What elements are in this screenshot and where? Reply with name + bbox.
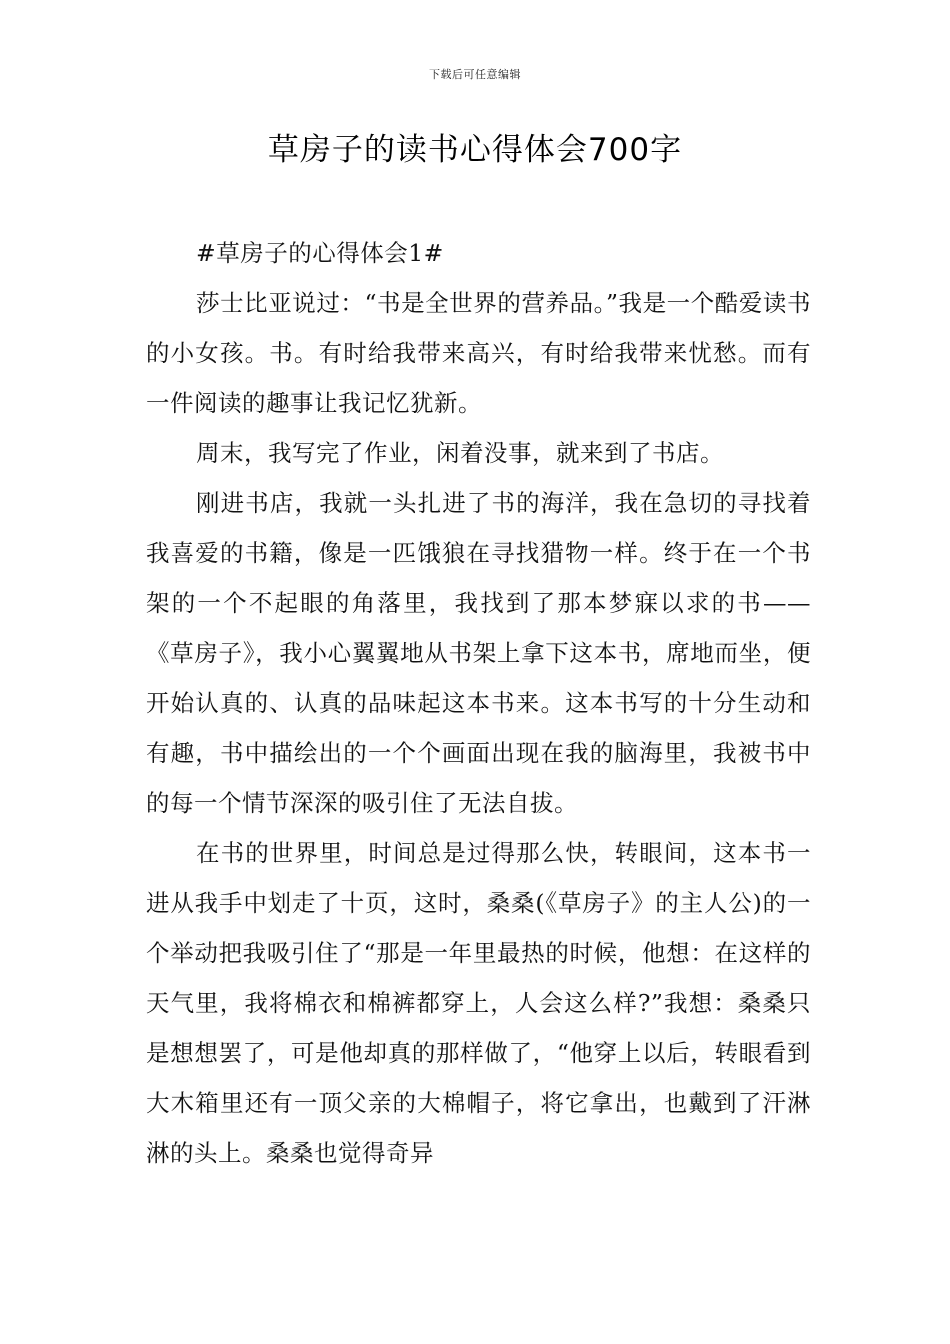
document-body [146, 228, 811, 1178]
header-note: 下载后可任意编辑 [429, 68, 521, 81]
paragraph: 在书的世界里，时间总是过得那么快，转眼间，这本书一进从我手中划走了十页，这时，桑桑(《草房子》的主人公)的一个举动把我吸引住了“那是一年里最热的时候，他想：在这样的天气里，我将棉衣和棉裤都穿上，人会这么样?”我想：桑桑只是想想罢了，可是他却真的那样做了，“他穿上以后，转眼看到大木箱里还有一顶父亲的大棉帽子，将它拿出，也戴到了汗淋淋的头上。桑桑也觉得奇异 [146, 839, 811, 1167]
paragraph: 刚进书店，我就一头扎进了书的海洋，我在急切的寻找着我喜爱的书籍，像是一匹饿狼在寻找猎物一样。终于在一个书架的一个不起眼的角落里，我找到了那本梦寐以求的书——《草房子》，我小心翼翼地从书架上拿下这本书，席地而坐，便开始认真的、认真的品味起这本书来。这本书写的十分生动和有趣，书中描绘出的一个个画面出现在我的脑海里，我被书中的每一个情节深深的吸引住了无法自拔。 [146, 489, 811, 817]
document-title: 草房子的读书心得体会700字 [267, 132, 683, 168]
paragraph: 莎士比亚说过：“书是全世界的营养品。”我是一个酷爱读书的小女孩。书。有时给我带来高兴，有时给我带来忧愁。而有一件阅读的趣事让我记忆犹新。 [146, 289, 811, 417]
paragraph: 周末，我写完了作业，闲着没事，就来到了书店。 [196, 439, 724, 467]
paragraph-heading: #草房子的心得体会1# [196, 239, 444, 267]
